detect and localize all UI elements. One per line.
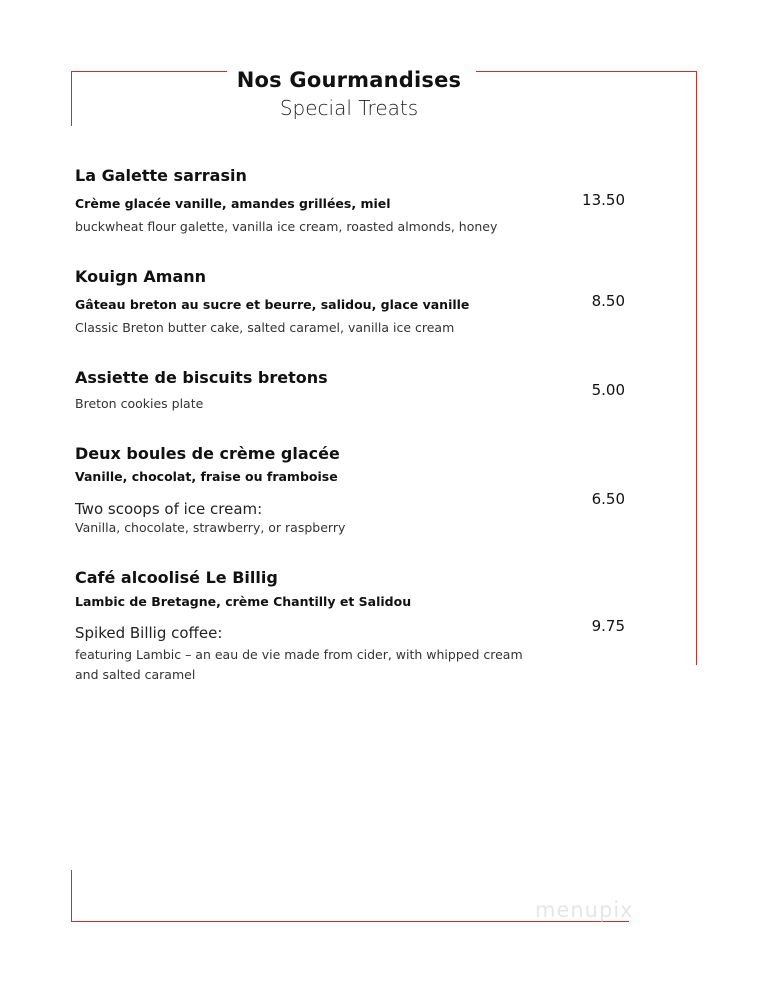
page-title: Nos Gourmandises — [236, 68, 462, 92]
item-subtitle-fr: Vanille, chocolat, fraise ou framboise — [75, 469, 338, 484]
item-description-en: Breton cookies plate — [75, 396, 204, 411]
item-description-en-line1: featuring Lambic – an eau de vie made from cider, with whipped cream — [75, 647, 523, 662]
item-price: 5.00 — [591, 381, 625, 399]
item-subtitle-fr: Crème glacée vanille, amandes grillées, miel — [75, 196, 391, 211]
item-title-en: Spiked Billig coffee: — [75, 624, 223, 642]
page-subtitle: Special Treats — [279, 96, 419, 120]
frame-right-line — [696, 71, 697, 665]
item-subtitle-fr: Lambic de Bretagne, crème Chantilly et Salidou — [75, 594, 412, 609]
item-description-en: Vanilla, chocolate, strawberry, or raspberry — [75, 520, 346, 535]
item-subtitle-fr: Gâteau breton au sucre et beurre, salidou, glace vanille — [75, 297, 470, 312]
watermark-logo: menupix — [535, 898, 634, 922]
item-name: La Galette sarrasin — [75, 166, 247, 185]
item-price: 13.50 — [582, 191, 625, 209]
item-title-en: Two scoops of ice cream: — [75, 500, 263, 518]
item-description-en: Classic Breton butter cake, salted caramel, vanilla ice cream — [75, 320, 455, 335]
item-price: 8.50 — [591, 292, 625, 310]
item-price: 9.75 — [591, 617, 625, 635]
item-price: 6.50 — [591, 490, 625, 508]
item-name: Kouign Amann — [75, 267, 207, 286]
item-description-en-line2: and salted caramel — [75, 667, 196, 682]
item-name: Deux boules de crème glacée — [75, 444, 340, 463]
item-name: Assiette de biscuits bretons — [75, 368, 328, 387]
item-description-en: buckwheat flour galette, vanilla ice cream, roasted almonds, honey — [75, 219, 498, 234]
frame-left-bottom-line — [71, 870, 72, 922]
item-name: Café alcoolisé Le Billig — [75, 568, 278, 587]
